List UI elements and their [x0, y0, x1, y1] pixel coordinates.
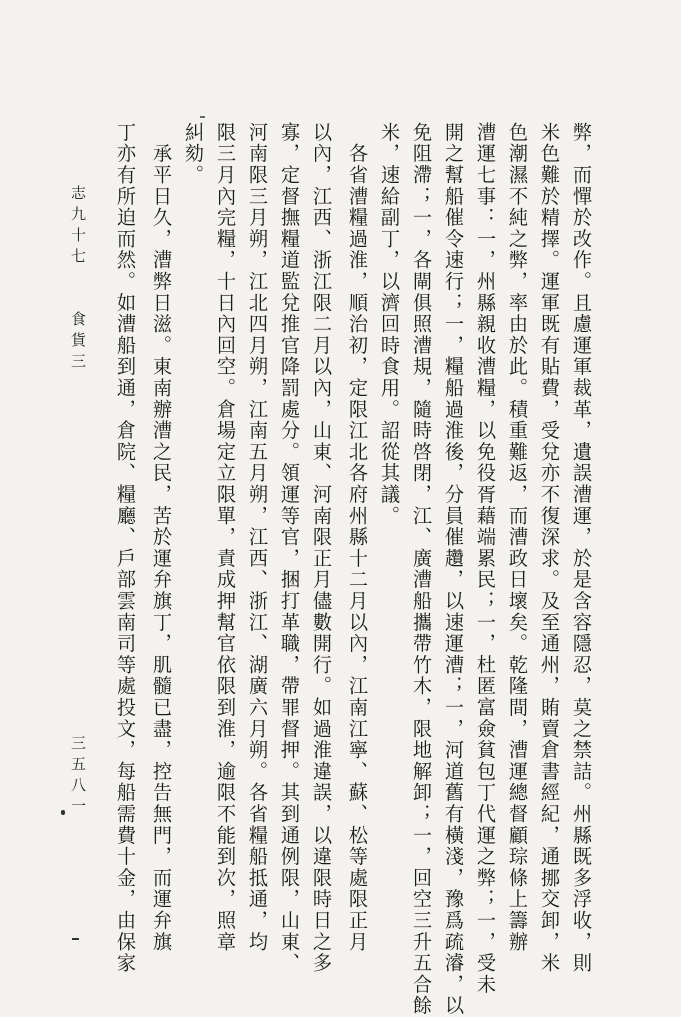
section-label: 食貨三: [69, 311, 87, 374]
text-column: 丁亦有所迫而然。如漕船到通，倉院、糧廳、戶部雲南司等處投文，每船需費十金，由保家: [114, 122, 137, 974]
volume-label: 志九十七: [69, 185, 87, 269]
text-column: 各省漕糧過淮，順治初，定限江北各府州縣十二月以內，江南江寧、蘇、松等處限正月: [346, 122, 369, 953]
ink-speck: [72, 938, 79, 940]
text-column: 寡，定督撫糧道監兌推官降罰處分。領運等官，捆打革職，帶罪督押。其到通例限，山東、: [278, 122, 301, 974]
running-header: [68, 185, 89, 374]
text-column: 弊，而憚於改作。且慮運軍裁革，遺誤漕運，於是含容隱忍，莫之禁詰。州縣既多浮收，則: [570, 122, 593, 974]
page-number: 三五八一: [69, 735, 87, 819]
text-column: 米，速給副丁，以濟回時食用。詔從其議。: [378, 122, 401, 527]
ink-speck: [200, 116, 205, 118]
text-column: 承平日久，漕弊日滋。東南辦漕之民，苦於運弁旗丁，肌髓已盡，控告無門，而運弁旗: [150, 122, 173, 953]
text-column: 免阻滯；一，各閘俱照漕規，隨時啓閉，江、廣漕船攜帶竹木，限地解卸；一，回空三升五合餘: [410, 122, 433, 1017]
ink-speck: [61, 810, 65, 815]
text-column: 限三月內完糧，十日內回空。倉場定立限單，責成押幫官依限到淮，逾限不能到次，照章: [214, 122, 237, 953]
text-column: 以內，江西、浙江限二月以內，山東、河南限正月儘數開行。如過淮違誤，以違限時日之多: [310, 122, 333, 974]
text-column: 開之幫船催令速行；一，糧船過淮後，分員催趲，以速運漕；一，河道舊有橫淺，豫爲疏濬，以: [442, 122, 465, 1017]
text-column: 漕運七事：一，州縣親收漕糧，以免役胥藉端累民；一，杜匿富僉貧包丁代運之弊；一，受未: [474, 122, 497, 996]
body-text: [103, 122, 593, 1017]
text-column: 糾劾。: [182, 122, 205, 186]
text-column: 米色難於精擇。運軍既有貼費，受兌亦不復深求。及至通州，賄賣倉書經紀，通挪交卸，米: [538, 122, 561, 974]
text-column: 色潮濕不純之弊，率由於此。積重難返，而漕政日壞矣。乾隆間，漕運總督顧琮條上籌辦: [506, 122, 529, 953]
text-column: 河南限三月朔，江北四月朔，江南五月朔，江西、浙江、湖廣六月朔。各省糧船抵通，均: [246, 122, 269, 953]
